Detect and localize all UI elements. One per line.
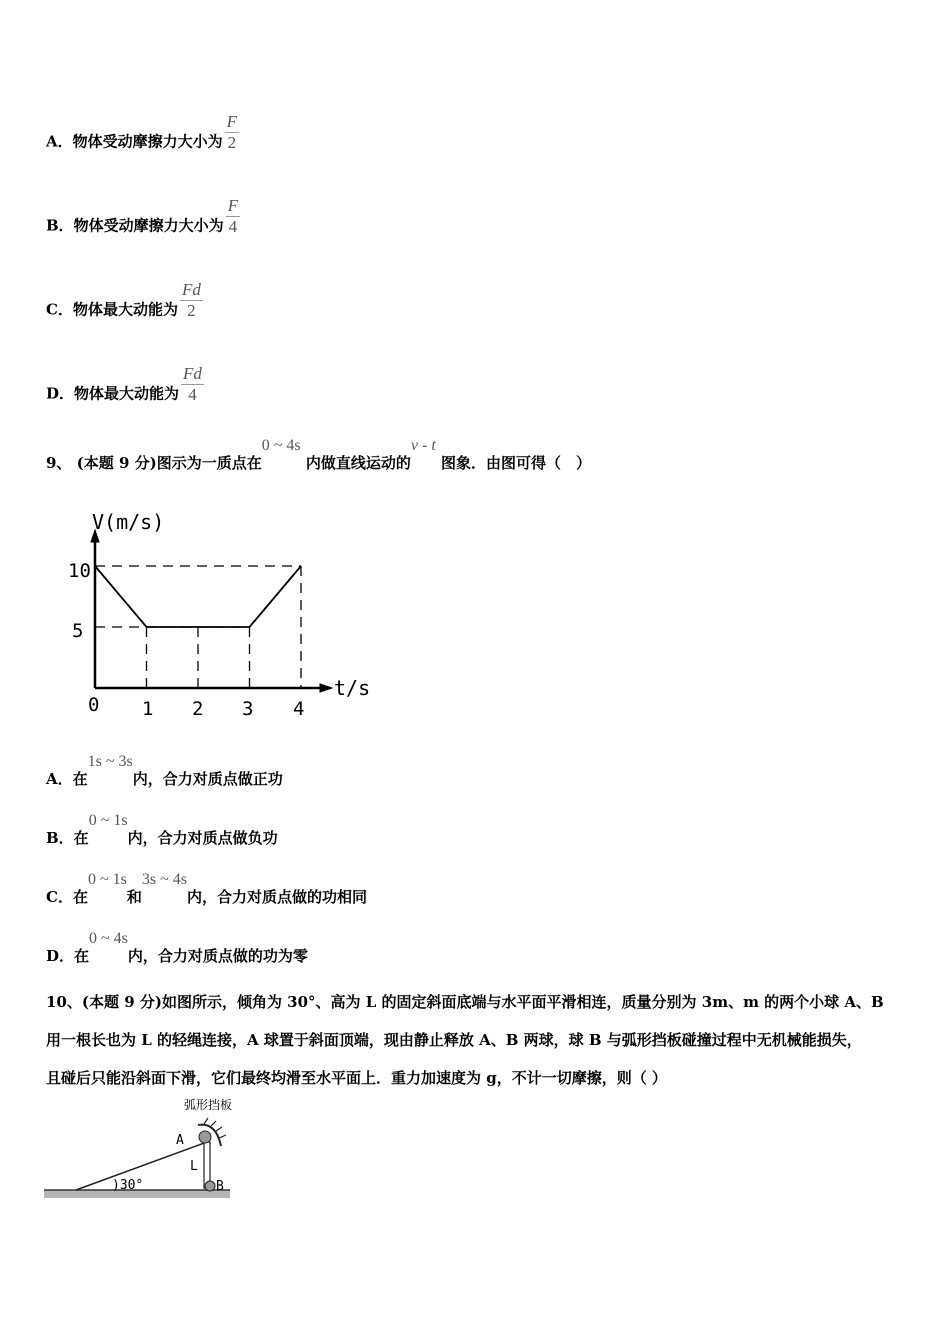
q8-option-d[interactable] <box>46 364 204 415</box>
ball-b <box>205 1181 215 1191</box>
q8-option-b[interactable] <box>46 196 240 247</box>
y-tick: 10 <box>68 560 91 582</box>
q10-stem-line: 用一根长也为 L 的轻绳连接，A 球置于斜面顶端，现由静止释放 A、B 两球，球 B 与弧形挡板碰撞过程中无机械能损失， <box>46 1031 862 1049</box>
fraction <box>225 112 239 153</box>
math-interval: 0 ~ 4s <box>261 437 301 454</box>
x-axis-label: t/s <box>334 676 371 700</box>
x-tick: 0 <box>88 694 100 716</box>
option-text: B．在 <box>46 829 89 847</box>
numerator: F <box>227 196 239 215</box>
option-text: 内，合力对质点做负功 <box>127 829 278 847</box>
q9-option-d[interactable] <box>46 930 308 966</box>
numerator: Fd <box>183 364 202 383</box>
math-interval: 0 ~ 4s <box>89 930 128 947</box>
x-axis-arrow <box>320 684 332 692</box>
fraction <box>180 280 203 321</box>
fraction <box>226 196 240 237</box>
option-text: 内，合力对质点做的功相同 <box>186 888 367 906</box>
x-tick: 1 <box>142 698 154 720</box>
option-text: B．物体受动摩擦力大小为 <box>46 216 224 235</box>
denominator: 4 <box>228 217 238 236</box>
math-interval: 3s ~ 4s <box>141 871 187 888</box>
q9-option-b[interactable] <box>46 812 278 848</box>
length-label: L <box>190 1159 198 1174</box>
option-text: C．物体最大动能为 <box>46 300 178 319</box>
x-tick: 2 <box>192 698 204 720</box>
math-interval: 1s ~ 3s <box>87 753 133 770</box>
option-text: A．在 <box>46 770 88 788</box>
fraction <box>181 364 204 405</box>
q8-option-c[interactable] <box>46 280 203 331</box>
x-tick: 3 <box>242 698 254 720</box>
option-text: C．在 <box>46 888 88 906</box>
y-axis-label: V(m/s) <box>92 510 165 534</box>
denominator: 4 <box>188 385 197 404</box>
vt-graph <box>60 505 390 725</box>
numerator: Fd <box>181 280 201 299</box>
barrier-label: 弧形挡板 <box>184 1098 233 1112</box>
option-text: 内，合力对质点做正功 <box>132 770 283 788</box>
math-interval: 0 ~ 1s <box>88 812 128 829</box>
option-text: A．物体受动摩擦力大小为 <box>46 132 223 151</box>
denominator: 2 <box>187 301 196 320</box>
ball-b-label: B <box>216 1179 224 1194</box>
stem-text: 图象．由图可得（ ） <box>441 454 592 472</box>
denominator: 2 <box>227 133 237 152</box>
option-text: 和 <box>126 888 142 906</box>
q9-stem <box>46 437 592 473</box>
math-interval: 0 ~ 1s <box>87 871 127 888</box>
x-tick: 4 <box>293 698 305 720</box>
option-text: 内，合力对质点做的功为零 <box>127 947 308 965</box>
q8-option-a[interactable] <box>46 112 239 163</box>
option-text: D．物体最大动能为 <box>46 384 180 403</box>
ball-a-label: A <box>176 1133 184 1148</box>
q10-stem-line: 且碰后只能沿斜面下滑，它们最终均滑至水平面上．重力加速度为 g，不计一切摩擦，则（ ） <box>46 1069 667 1087</box>
angle-label: )30° <box>112 1178 144 1193</box>
y-tick: 5 <box>72 620 84 642</box>
math-vt: v - t <box>410 437 436 454</box>
angle-value: 30° <box>119 1178 144 1193</box>
numerator: F <box>226 112 238 131</box>
q10-stem-line: 10、(本题 9 分)如图所示，倾角为 30°、高为 L 的固定斜面底端与水平面平滑相连，质量分别为 3m、m 的两个小球 A、B <box>46 993 884 1011</box>
option-text: D．在 <box>46 947 90 965</box>
incline-figure <box>44 1092 244 1204</box>
q9-option-c[interactable] <box>46 871 367 907</box>
stem-text: 9、 (本题 9 分)图示为一质点在 <box>46 454 262 472</box>
vt-line <box>95 566 301 627</box>
ball-a <box>199 1131 211 1143</box>
stem-text: 内做直线运动的 <box>305 454 411 472</box>
q9-option-a[interactable] <box>46 753 283 789</box>
